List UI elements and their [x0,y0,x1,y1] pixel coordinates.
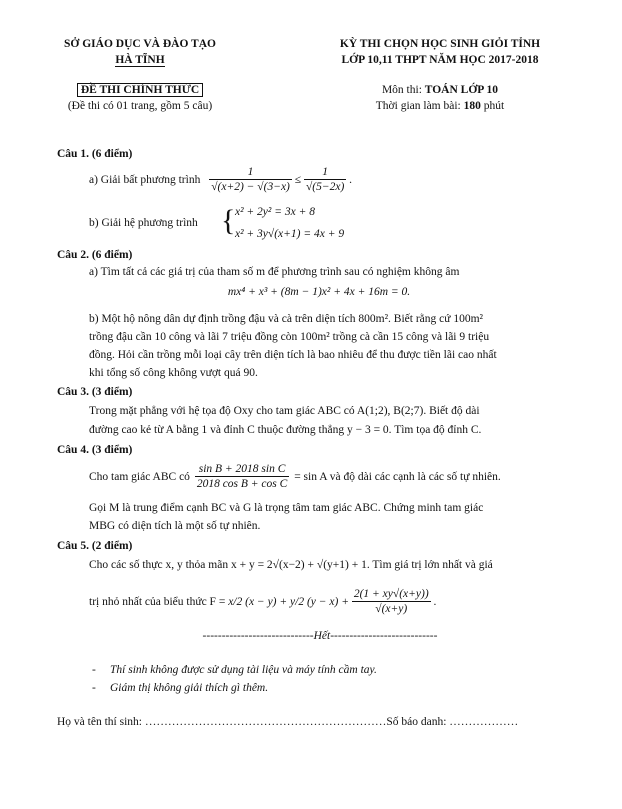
candidate-info-line: Họ và tên thí sinh: ………………………………………………………Số báo danh: ……………… [57,716,519,728]
time-line [300,100,580,112]
q4-frac-den: 2018 cos B + cos C [196,478,288,490]
q4-title: Câu 4. (3 điểm) [57,444,133,456]
q5-fraction [352,588,431,616]
time-label: Thời gian làm bài: [375,100,464,112]
department-name: SỞ GIÁO DỤC VÀ ĐÀO TẠO [64,38,216,50]
q1a-lhs-num: 1 [247,166,254,178]
official-label-text: ĐỀ THI CHÍNH THỨC [77,83,203,97]
q4-line1-post: = sin A và độ dài các cạnh là các số tự nhiên. [294,471,501,483]
q1a-lhs-fraction [209,166,292,194]
note-dash-1: - [92,664,96,676]
q1b-eq2: x² + 3y√(x+1) = 4x + 9 [235,228,345,240]
province-name-text: HÀ TĨNH [115,54,165,66]
q2b-line4: khi tổng số công không vượt quá 90. [89,367,258,379]
q5-line1: Cho các số thực x, y thỏa mãn x + y = 2√(x−2) + √(y+1) + 1. Tìm giá trị lớn nhất và giá [89,559,493,571]
q1a-rhs-fraction [304,166,346,194]
note-2: Giám thị không giải thích gì thêm. [110,682,269,694]
province-name [40,54,240,66]
exam-year: LỚP 10,11 THPT NĂM HỌC 2017-2018 [341,54,539,66]
q2b-line2: trồng đậu cần 10 công và lãi 7 triệu đồng còn 100m² trồng cà cần 15 công và lãi 9 triệu [89,331,490,343]
q1b-text: b) Giải hệ phương trình [89,217,198,229]
q5-line2-expr: x/2 (x − y) + y/2 (y − x) + [228,596,349,608]
q5-line2-pre: trị nhỏ nhất của biểu thức F = [89,596,226,608]
q4-line1-pre: Cho tam giác ABC có [89,471,190,483]
exam-title: KỲ THI CHỌN HỌC SINH GIỎI TỈNH [339,38,541,50]
time-value: 180 [463,100,481,112]
official-label [40,84,240,96]
note-1: Thí sinh không được sử dụng tài liệu và máy tính cầm tay. [110,664,377,676]
q5-frac-num: 2(1 + xy√(x+y)) [353,588,429,600]
q1b-brace: { [221,204,236,237]
q1a-line [89,166,352,194]
note-dash-2: - [92,682,96,694]
q2b-line3: đồng. Hỏi cần trồng mỗi loại cây trên diện tích là bao nhiêu để thu được tiền lãi cao nhất [89,349,497,361]
page-note: (Đề thi có 01 trang, gồm 5 câu) [67,100,213,112]
q2a-text: a) Tìm tất cả các giá trị của tham số m để phương trình sau có nghiệm không âm [89,266,460,278]
end-marker: -----------------------------Hết---------------------------- [202,630,438,642]
q5-line2 [89,588,436,616]
q1a-leq: ≤ [294,174,302,186]
q1a-lhs-den: √(x+2) − √(3−x) [211,181,290,193]
q2b-line1: b) Một hộ nông dân dự định trồng đậu và cà trên diện tích 800m². Biết rằng cứ 100m² [89,313,483,325]
subject-label: Môn thi: [381,84,425,96]
q5-period: . [433,596,437,608]
q3-title: Câu 3. (3 điểm) [57,386,133,398]
q2a-equation: mx⁴ + x³ + (8m − 1)x² + 4x + 16m = 0. [227,286,411,298]
q1a-rhs-den: √(5−2x) [305,181,345,193]
q4-line3: MBG có diện tích là một số tự nhiên. [89,520,261,532]
q4-line1 [89,463,501,491]
q4-line2: Gọi M là trung điểm cạnh BC và G là trọng tâm tam giác ABC. Chứng minh tam giác [89,502,484,514]
q1a-rhs-num: 1 [322,166,328,178]
q1a-text: a) Giải bất phương trình [89,174,201,186]
q3-line1: Trong mặt phẳng với hệ tọa độ Oxy cho tam giác ABC có A(1;2), B(2;7). Biết độ dài [89,405,480,417]
q4-fraction [195,463,290,491]
q3-line2: đường cao kẻ từ A bằng 1 và đỉnh C thuộc đường thẳng y − 3 = 0. Tìm tọa độ đỉnh C. [89,424,482,436]
q1-title: Câu 1. (6 điểm) [57,148,133,160]
q5-title: Câu 5. (2 điểm) [57,540,133,552]
q2-title: Câu 2. (6 điểm) [57,249,133,261]
q4-frac-num: sin B + 2018 sin C [198,463,286,475]
q1b-eq1: x² + 2y² = 3x + 8 [235,206,315,218]
subject-value: TOÁN LỚP 10 [424,84,499,96]
q1a-period: . [349,174,353,186]
q5-frac-den: √(x+y) [352,601,431,616]
time-unit: phút [480,100,505,112]
subject-line [300,84,580,96]
